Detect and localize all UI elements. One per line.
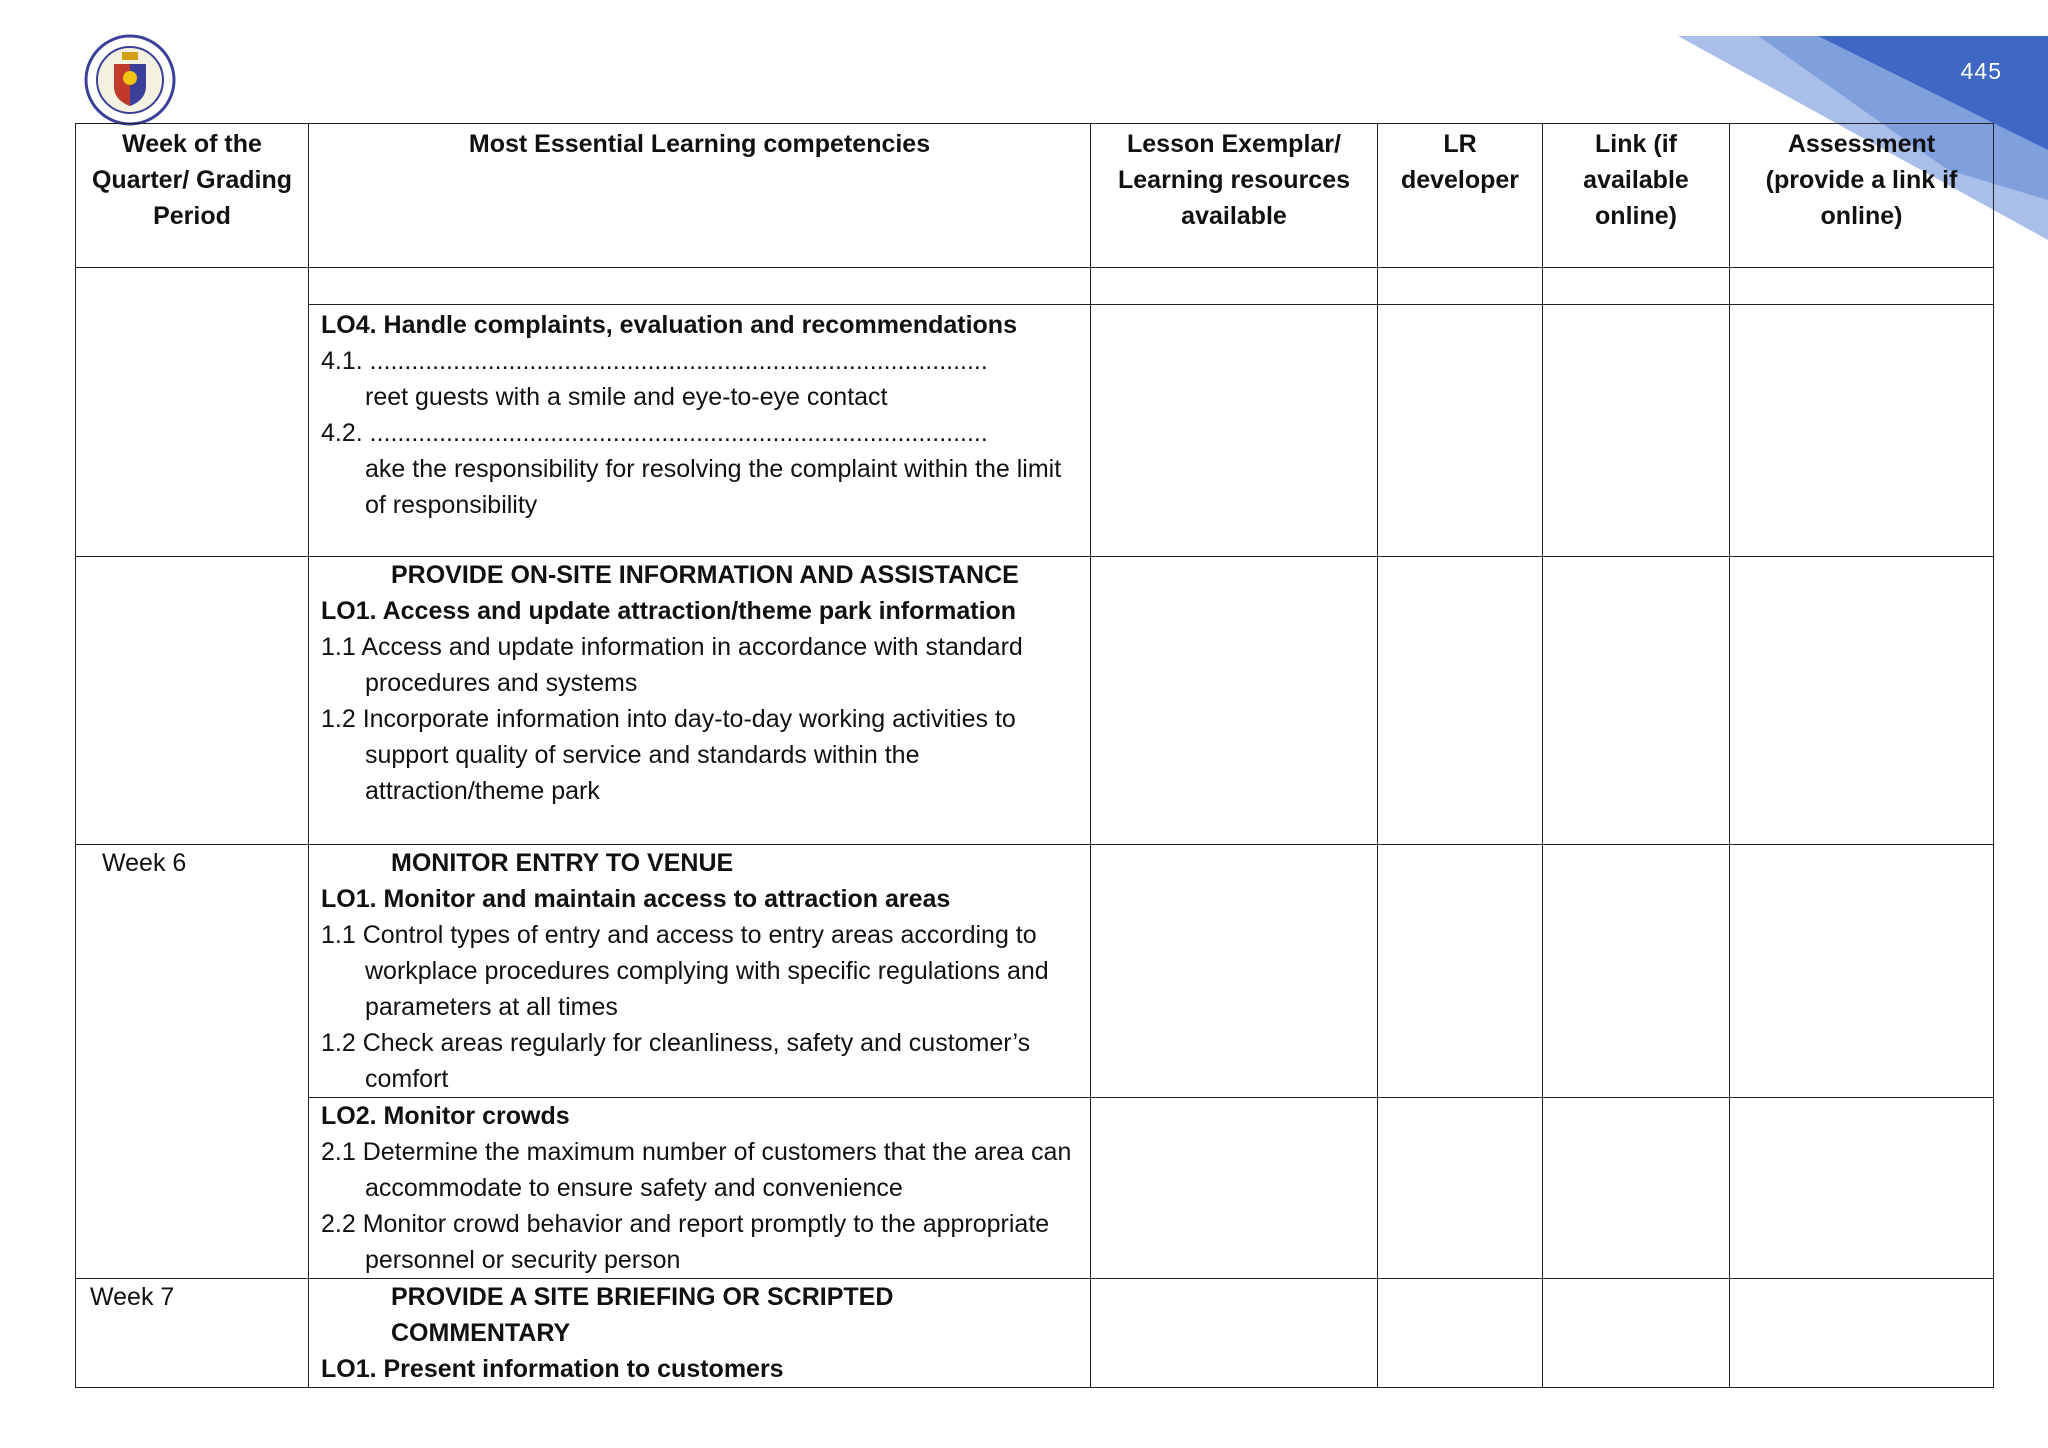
section-heading: MONITOR ENTRY TO VENUE	[391, 849, 734, 877]
table-row	[76, 305, 1994, 557]
competency-cell	[309, 1098, 1091, 1279]
page-number: 445	[1960, 58, 2002, 84]
section-heading: PROVIDE ON-SITE INFORMATION AND ASSISTANCE	[391, 561, 1019, 589]
table-row	[76, 1279, 1994, 1388]
competency-item: 4.1. .........................................................................................	[321, 347, 988, 375]
competency-item: 1.2 Check areas regularly for cleanliness, safety and customer’s comfort	[321, 1029, 1031, 1093]
header-lesson: Lesson Exemplar/ Learning resources available	[1091, 124, 1378, 268]
competency-cell	[309, 845, 1091, 1098]
section-heading: PROVIDE A SITE BRIEFING OR SCRIPTED COMMENTARY	[391, 1283, 894, 1347]
competency-item: 1.1 Access and update information in accordance with standard procedures and systems	[321, 633, 1023, 697]
learning-outcome: LO4. Handle complaints, evaluation and recommendations	[321, 311, 1017, 339]
competency-item: reet guests with a smile and eye-to-eye contact	[365, 383, 888, 411]
learning-outcome: LO2. Monitor crowds	[321, 1102, 570, 1130]
learning-outcome: LO1. Access and update attraction/theme park information	[321, 597, 1017, 625]
week-cell: Week 6	[76, 845, 309, 1279]
header-link: Link (if available online)	[1543, 124, 1730, 268]
competency-item: 1.2 Incorporate information into day-to-day working activities to support quality of service and standards within the attraction/theme park	[321, 705, 1016, 805]
table-row	[76, 557, 1994, 845]
header-assessment: Assessment (provide a link if online)	[1730, 124, 1994, 268]
week-cell	[76, 557, 309, 845]
melc-table	[75, 123, 1994, 1388]
competency-item: 4.2. .........................................................................................	[321, 419, 988, 447]
competency-cell	[309, 1279, 1091, 1388]
competency-item: 2.2 Monitor crowd behavior and report promptly to the appropriate personnel or security person	[321, 1210, 1050, 1274]
header-week: Week of the Quarter/ Grading Period	[76, 124, 309, 268]
competency-item: 1.1 Control types of entry and access to entry areas according to workplace procedures complying with specific regulations and parameters at all times	[321, 921, 1049, 1021]
competency-item: ake the responsibility for resolving the complaint within the limit of responsibility	[365, 455, 1062, 519]
competency-item: 2.1 Determine the maximum number of customers that the area can accommodate to ensure safety and convenience	[321, 1138, 1072, 1202]
competency-cell	[309, 305, 1091, 557]
header-row	[76, 124, 1994, 268]
table-row	[76, 845, 1994, 1098]
deped-seal-logo	[84, 34, 176, 126]
header-melc: Most Essential Learning competencies	[309, 124, 1091, 268]
week-cell: Week 7	[76, 1279, 309, 1388]
table-row	[76, 1098, 1994, 1279]
week-cell	[76, 268, 309, 557]
header-lr-developer: LR developer	[1378, 124, 1543, 268]
learning-outcome: LO1. Monitor and maintain access to attraction areas	[321, 885, 951, 913]
competency-cell	[309, 557, 1091, 845]
blank-row	[76, 268, 1994, 305]
learning-outcome: LO1. Present information to customers	[321, 1355, 784, 1383]
